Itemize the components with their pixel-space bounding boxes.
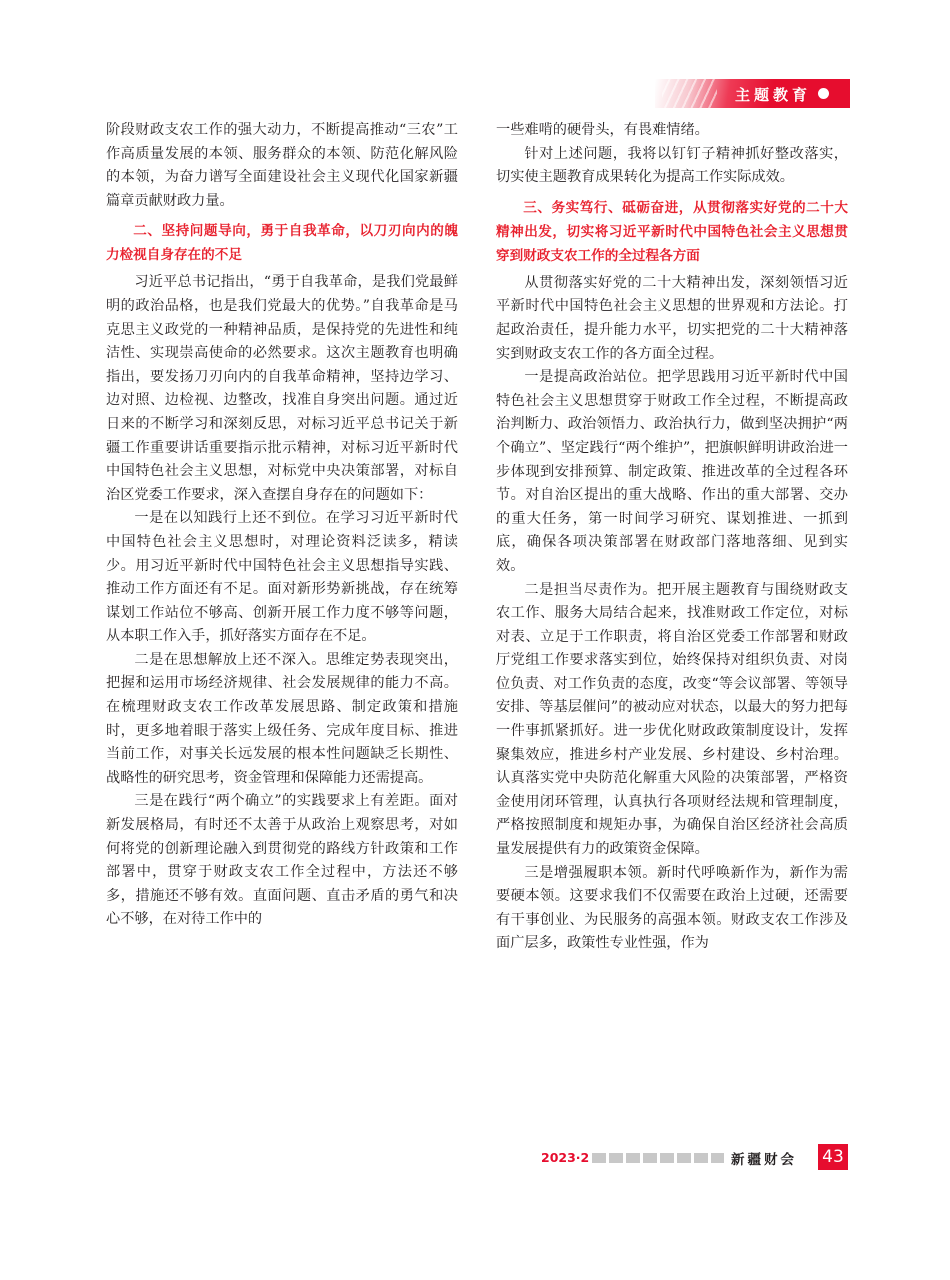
section-title: 主题教育 (735, 86, 812, 104)
paragraph: 一些难啃的硬骨头，有畏难情绪。 (496, 122, 709, 138)
right-column (496, 119, 848, 956)
paragraph: 三是增强履职本领。新时代呼唤新作为，新作为需要硬本领。这要求我们不仅需要在政治上过硬，还需要有干事创业、为民服务的高强本领。财政支农工作涉及面广层多，政策性专业性强，作为 (496, 864, 848, 952)
paragraph: 一是在以知践行上还不到位。在学习习近平新时代中国特色社会主义思想时，对理论资料泛读多，精读少。用习近平新时代中国特色社会主义思想指导实践、推动工作方面还有不足。面对新形势新挑战，存在统筹谋划工作站位不够高、创新开展工作力度不够等问题，从本职工作入手，抓好落实方面存在不足。 (106, 510, 458, 645)
issue-label: 2023·2 (541, 1150, 590, 1165)
paragraph: 三是在践行“两个确立”的实践要求上有差距。面对新发展格局，有时还不太善于从政治上观察思考，对如何将党的创新理论融入到贯彻党的路线方针政策和工作部署中，贯穿于财政支农工作全过程中，方法还不够多，措施还不够有效。直面问题、直击矛盾的勇气和决心不够，在对待工作中的 (106, 793, 458, 928)
paragraph: 一是提高政治站位。把学思践用习近平新时代中国特色社会主义思想贯穿于财政工作全过程，不断提高政治判断力、政治领悟力、政治执行力，做到坚决拥护“两个确立”、坚定践行“两个维护”，把旗帜鲜明讲政治进一步体现到安排预算、制定政策、推进改革的全过程各环节。对自治区提出的重大战略、作出的重大部署、交办的重大任务，第一时间学习研究、谋划推进、一抓到底，确保各项决策部署在财政部门落地落细、见到实效。 (496, 369, 848, 574)
paragraph: 二是在思想解放上还不深入。思维定势表现突出，把握和运用市场经济规律、社会发展规律的能力不高。在梳理财政支农工作改革发展思路、制定政策和措施时，更多地着眼于落实上级任务、完成年度目标、推进当前工作，对事关长远发展的根本性问题缺乏长期性、战略性的研究思考，资金管理和保障能力还需提高。 (106, 651, 458, 786)
paragraph: 习近平总书记指出，“勇于自我革命，是我们党最鲜明的政治品格，也是我们党最大的优势。”自我革命是马克思主义政党的一种精神品质，是保持党的先进性和纯洁性、实现崇高使命的必然要求。这次主题教育也明确指出，要发扬刀刃向内的自我革命精神，坚持边学习、边对照、边检视、边整改，找准自身突出问题。通过近日来的不断学习和深刻反思，对标习近平总书记关于新疆工作重要讲话重要指示批示精神，对标习近平新时代中国特色社会主义思想，对标党中央决策部署，对标自治区党委工作要求，深入查摆自身存在的问题如下： (106, 274, 458, 503)
paragraph: 二是担当尽责作为。把开展主题教育与围绕财政支农工作、服务大局结合起来，找准财政工作定位，对标对表、立足于工作职责，将自治区党委工作部署和财政厅党组工作要求落实到位，始终保持对组织负责、对岗位负责、对工作负责的态度，改变“等会议部署、等领导安排、等基层催问”的被动应对状态，以最大的努力把每一件事抓紧抓好。进一步优化财政政策制度设计，发挥聚集效应，推进乡村产业发展、乡村建设、乡村治理。认真落实党中央防范化解重大风险的决策部署，严格资金使用闭环管理，认真执行各项财经法规和管理制度，严格按照制度和规矩办事，为确保自治区经济社会高质量发展提供有力的政策资金保障。 (496, 581, 848, 858)
bullet-dot-icon (818, 88, 829, 99)
header-stripe-decoration (662, 79, 717, 108)
paragraph: 从贯彻落实好党的二十大精神出发，深刻领悟习近平新时代中国特色社会主义思想的世界观和方法论。打起政治责任，提升能力水平，切实把党的二十大精神落实到财政支农工作的各方面全过程。 (496, 274, 848, 362)
footer-decoration-bar (592, 1153, 724, 1163)
section-heading-2: 二、坚持问题导向，勇于自我革命，以刀刃向内的魄力检视自身存在的不足 (106, 223, 458, 264)
left-column (106, 119, 458, 932)
magazine-name: 新疆财会 (731, 1152, 797, 1168)
paragraph: 针对上述问题，我将以钉钉子精神抓好整改落实，切实使主题教育成果转化为提高工作实际成效。 (496, 145, 848, 186)
page-number: 43 (818, 1144, 848, 1170)
paragraph: 阶段财政支农工作的强大动力，不断提高推动“三农”工作高质量发展的本领、服务群众的本领、防范化解风险的本领，为奋力谱写全面建设社会主义现代化国家新疆篇章贡献财政力量。 (106, 122, 458, 209)
section-heading-3: 三、务实笃行、砥砺奋进，从贯彻落实好党的二十大精神出发，切实将习近平新时代中国特色社会主义思想贯穿到财政支农工作的全过程各方面 (496, 199, 848, 264)
